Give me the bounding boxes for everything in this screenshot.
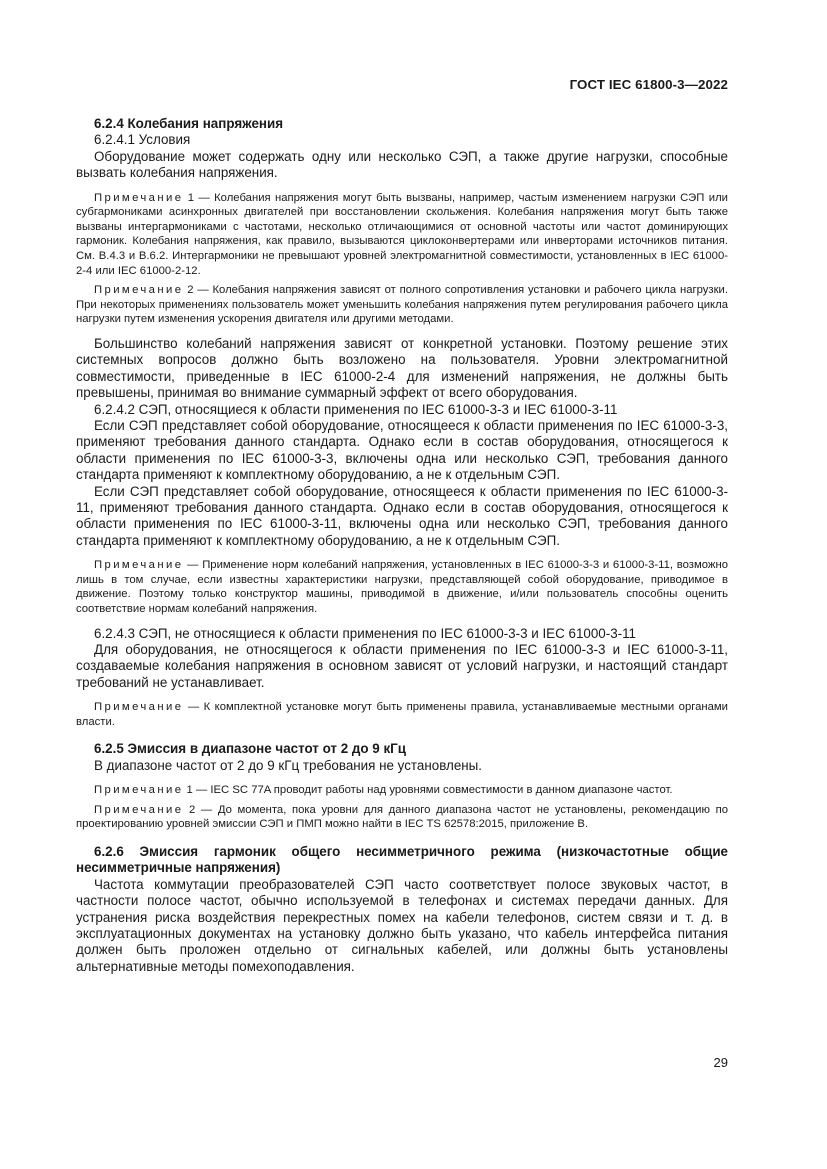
note — [76, 558, 728, 616]
page-number: 29 — [713, 1055, 728, 1070]
note-text: 1 — IEC SC 77A проводит работы над уровнями совместимости в данном диапазоне частот. — [183, 784, 673, 797]
note-label: Примечание — [94, 784, 184, 797]
paragraph: В диапазоне частот от 2 до 9 кГц требования не установлены. — [94, 757, 483, 773]
note-label: Примечание — [94, 284, 184, 297]
note-1 — [76, 191, 728, 279]
subsection-6-2-4-3-heading: 6.2.4.3 СЭП, не относящиеся к области применения по IEC 61000-3-3 и IEC 61000-3-11 — [94, 625, 637, 641]
paragraph: Большинство колебаний напряжения зависят от конкретной установки. Поэтому решение этих системных вопросов должно быть возложено на пользователя. Уровни электромагнитной совместимости, приведенные в IEC 61000-2-4 для изменений напряжения, не должны быть превышены, принимая во внимание суммарный эффект от всего оборудования. — [76, 335, 728, 401]
page-content — [76, 116, 728, 975]
paragraph: Если СЭП представляет собой оборудование, относящееся к области применения по IEC 61000-3-3, применяют требования данного стандарта. Однако если в состав оборудования, относящегося к области применения по IEC 61000-3-3, включены одна или несколько СЭП, требования данного стандарта применяют к комплектному оборудованию, а не к отдельным СЭП. — [76, 418, 728, 483]
note — [76, 700, 728, 729]
note-text: — Применение норм колебаний напряжения, установленных в IEC 61000-3-3 и 61000-3-11, возможно лишь в том случае, если известны характеристики нагрузки, представляющей собой оборудование, приводимое в движение. Поэтому только конструктор машины, приводимой в движение, и/или пользователь способны оценить соответствие нормам колебаний напряжения. — [76, 559, 728, 616]
section-6-2-6-heading: 6.2.6 Эмиссия гармоник общего несимметричного режима (низкочастотные общие несимметричные напряжения) — [76, 844, 728, 876]
note-label: Примечание — [94, 559, 184, 572]
note-text: — К комплектной установке могут быть применены правила, устанавливаемые местными органами власти. — [76, 701, 728, 728]
note-label: Примечание — [94, 701, 184, 714]
paragraph: Оборудование может содержать одну или несколько СЭП, а также другие нагрузки, способные вызвать колебания напряжения. — [76, 148, 728, 181]
note-text: 2 — Колебания напряжения зависят от полного сопротивления установки и рабочего цикла нагрузки. При некоторых применениях пользователь может уменьшить колебания напряжения путем регулирования рабочего цикла нагрузки путем изменения ускорения двигателя или другими методами. — [76, 284, 728, 326]
section-6-2-4-heading: 6.2.4 Колебания напряжения — [94, 116, 284, 131]
note-1 — [76, 783, 728, 798]
paragraph: Частота коммутации преобразователей СЭП часто соответствует полосе звуковых частот, в частности полосе частот, обычно используемой в телефонах и системах передачи данных. Для устранения риска воздействия перекрестных помех на кабели телефонов, систем связи и т. д. в эксплуатационных документах на установку должно быть указано, что кабель интерфейса питания должен быть проложен отдельно от сигнальных кабелей, или должны быть установлены альтернативные методы помехоподавления. — [76, 876, 728, 974]
note-2 — [76, 283, 728, 327]
subsection-6-2-4-2-heading: 6.2.4.2 СЭП, относящиеся к области применения по IEC 61000-3-3 и IEC 61000-3-11 — [94, 401, 618, 417]
subsection-6-2-4-1-heading: 6.2.4.1 Условия — [94, 132, 191, 148]
note-2 — [76, 803, 728, 832]
paragraph: Для оборудования, не относящегося к области применения по IEC 61000-3-3 и IEC 61000-3-11, создаваемые колебания напряжения в основном зависят от условий нагрузки, и настоящий стандарт требований не устанавливает. — [76, 642, 728, 690]
paragraph: Если СЭП представляет собой оборудование, относящееся к области применения по IEC 61000-3-11, применяют требования данного стандарта. Однако если в состав оборудования, относящегося к области применения по IEC 61000-3-11, включены одна или несколько СЭП, требования данного стандарта применяют к комплектному оборудованию, а не к отдельным СЭП. — [76, 483, 728, 548]
note-label: Примечание — [94, 191, 184, 204]
section-6-2-5-heading: 6.2.5 Эмиссия в диапазоне частот от 2 до 9 кГц — [94, 741, 406, 757]
note-text: 1 — Колебания напряжения могут быть вызваны, например, частым изменением нагрузки СЭП или субгармониками асинхронных двигателей при восстановлении скольжения. Колебания напряжения могут быть также вызваны интергармониками с частотами, несколько отличающимися от основной частоты или частот доминирующих гармоник. Колебания напряжения, как правило, вызываются циклоконвертерами или инверторами источников питания. См. B.4.3 и B.6.2. Интергармоники не превышают уровней электромагнитной совместимости, установленных в IEC 61000-2-4 или IEC 61000-2-12. — [76, 191, 728, 277]
standard-code-header: ГОСТ IEC 61800-3—2022 — [569, 77, 728, 92]
note-text: 2 — До момента, пока уровни для данного диапазона частот не установлены, рекомендацию по проектированию уровней эмиссии СЭП и ПМП можно найти в IEC TS 62578:2015, приложение B. — [76, 803, 728, 831]
note-label: Примечание — [94, 803, 184, 816]
